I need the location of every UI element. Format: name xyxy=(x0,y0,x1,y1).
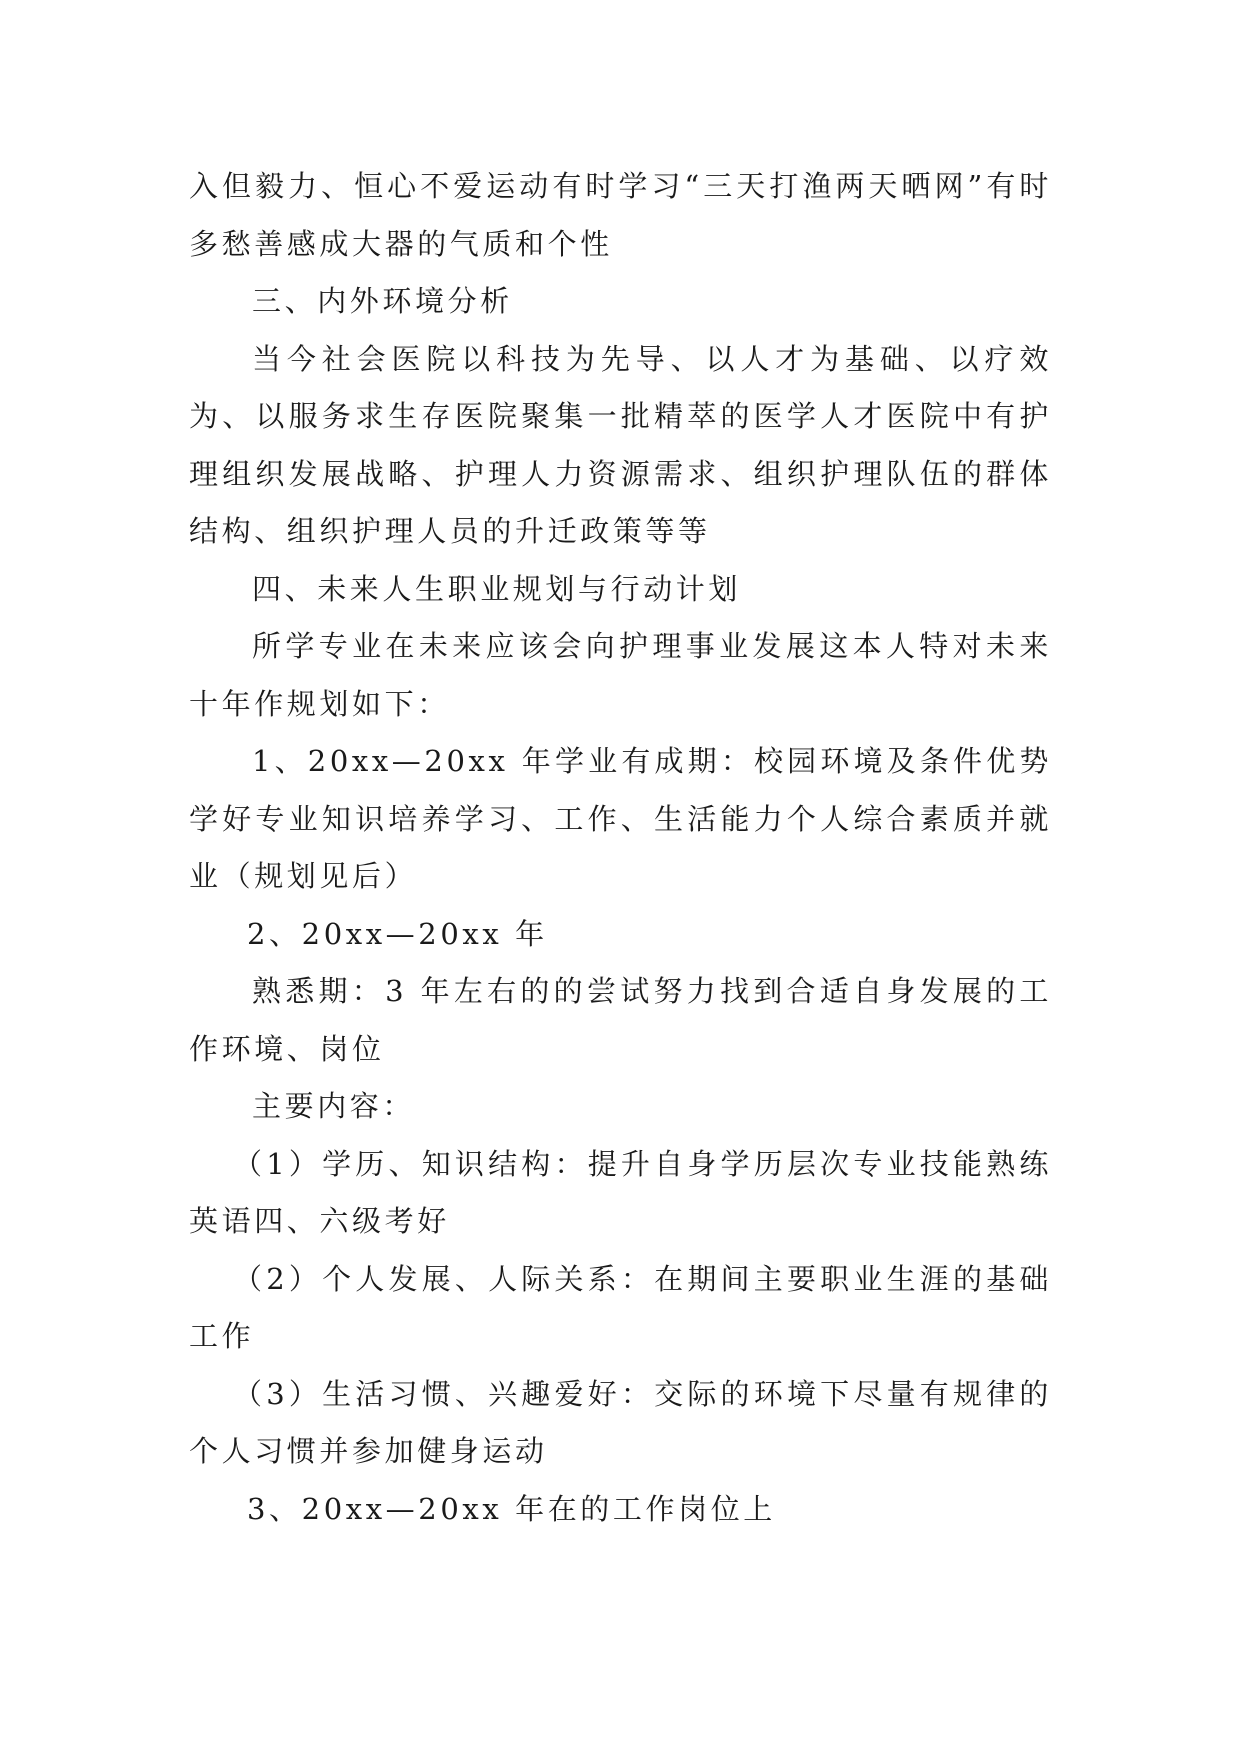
paragraph-familiarization: 熟悉期：3 年左右的的尝试努力找到合适自身发展的工作环境、岗位 xyxy=(189,974,1052,1066)
list-item-development: （2）个人发展、人际关系：在期间主要职业生涯的基础工作 xyxy=(189,1261,1052,1353)
paragraph-environment: 当今社会医院以科技为先导、以人才为基础、以疗效为、以服务求生存医院聚集一批精萃的医学人才医院中有护理组织发展战略、护理人力资源需求、组织护理队伍的群体结构、组织护理人员的升迁政策等等 xyxy=(189,341,1052,548)
paragraph-main-content: 主要内容： xyxy=(252,1089,416,1123)
paragraph-plan-intro: 所学专业在未来应该会向护理事业发展这本人特对未来十年作规划如下： xyxy=(189,629,1052,721)
paragraph-stage-1: 1、20xx—20xx 年学业有成期：校园环境及条件优势学好专业知识培养学习、工作、生活能力个人综合素质并就业（规划见后） xyxy=(189,744,1052,893)
list-item-education: （1）学历、知识结构：提升自身学历层次专业技能熟练英语四、六级考好 xyxy=(189,1146,1052,1238)
heading-environment-analysis: 三、内外环境分析 xyxy=(252,284,513,318)
paragraph-personality: 入但毅力、恒心不爱运动有时学习“三天打渔两天晒网”有时多愁善感成大器的气质和个性 xyxy=(189,169,1052,261)
paragraph-stage-3: 3、20xx—20xx 年在的工作岗位上 xyxy=(247,1491,776,1526)
heading-career-plan: 四、未来人生职业规划与行动计划 xyxy=(252,571,742,606)
list-item-habits: （3）生活习惯、兴趣爱好：交际的环境下尽量有规律的个人习惯并参加健身运动 xyxy=(189,1376,1052,1468)
paragraph-stage-2-heading: 2、20xx—20xx 年 xyxy=(247,916,548,951)
document-body xyxy=(189,158,1052,1538)
